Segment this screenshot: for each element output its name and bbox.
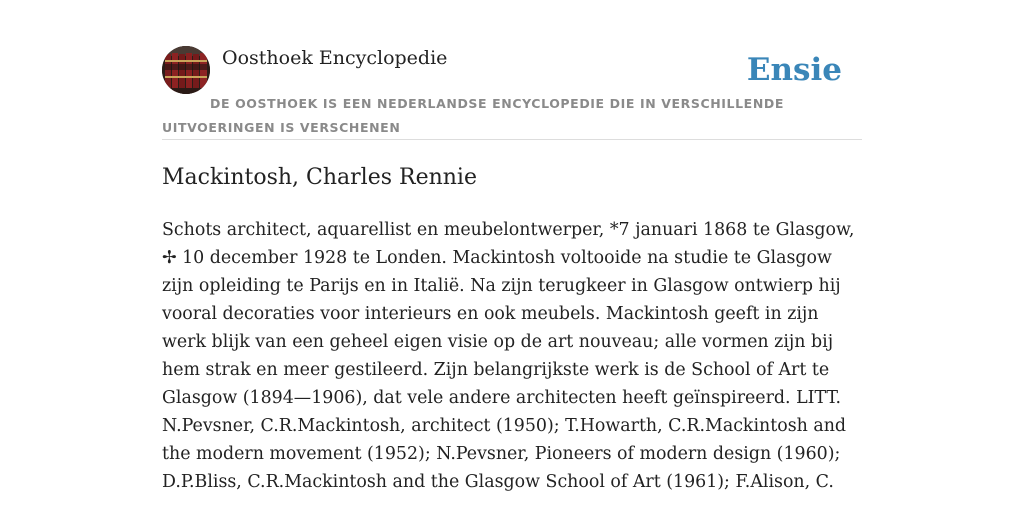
article-title: Mackintosh, Charles Rennie [162,165,477,190]
header-divider [162,139,862,140]
brand-logo-link[interactable]: Ensie [746,52,842,88]
site-name[interactable]: Oosthoek Encyclopedie [222,47,448,69]
encyclopedia-books-icon[interactable] [162,46,210,94]
article-body: Schots architect, aquarellist en meubelontwerper, *7 januari 1868 te Glasgow, ✢ 10 december 1928 te Londen. Mackintosh voltooide na studie te Glasgow zijn opleiding te Parijs en in Italië. Na zijn terugkeer in Glasgow ontwierp hij vooral decoraties voor interieurs en ook meubels. Mackintosh geeft in zijn werk blijk van een geheel eigen visie op de art nouveau; alle vormen zijn bij hem strak en meer gestileerd. Zijn belangrijkste werk is de School of Art te Glasgow (1894—1906), dat vele andere architecten heeft geïnspireerd. LITT. N.Pevsner, C.R.Mackintosh, architect (1950); T.Howarth, C.R.Mackintosh and the modern movement (1952); N.Pevsner, Pioneers of modern design (1960); D.P.Bliss, C.R.Mackintosh and the Glasgow School of Art (1961); F.Alison, C. [162,220,855,492]
site-tagline: DE OOSTHOEK IS EEN NEDERLANDSE ENCYCLOPEDIE DIE IN VERSCHILLENDE UITVOERINGEN IS VERSCHENEN [162,96,784,135]
